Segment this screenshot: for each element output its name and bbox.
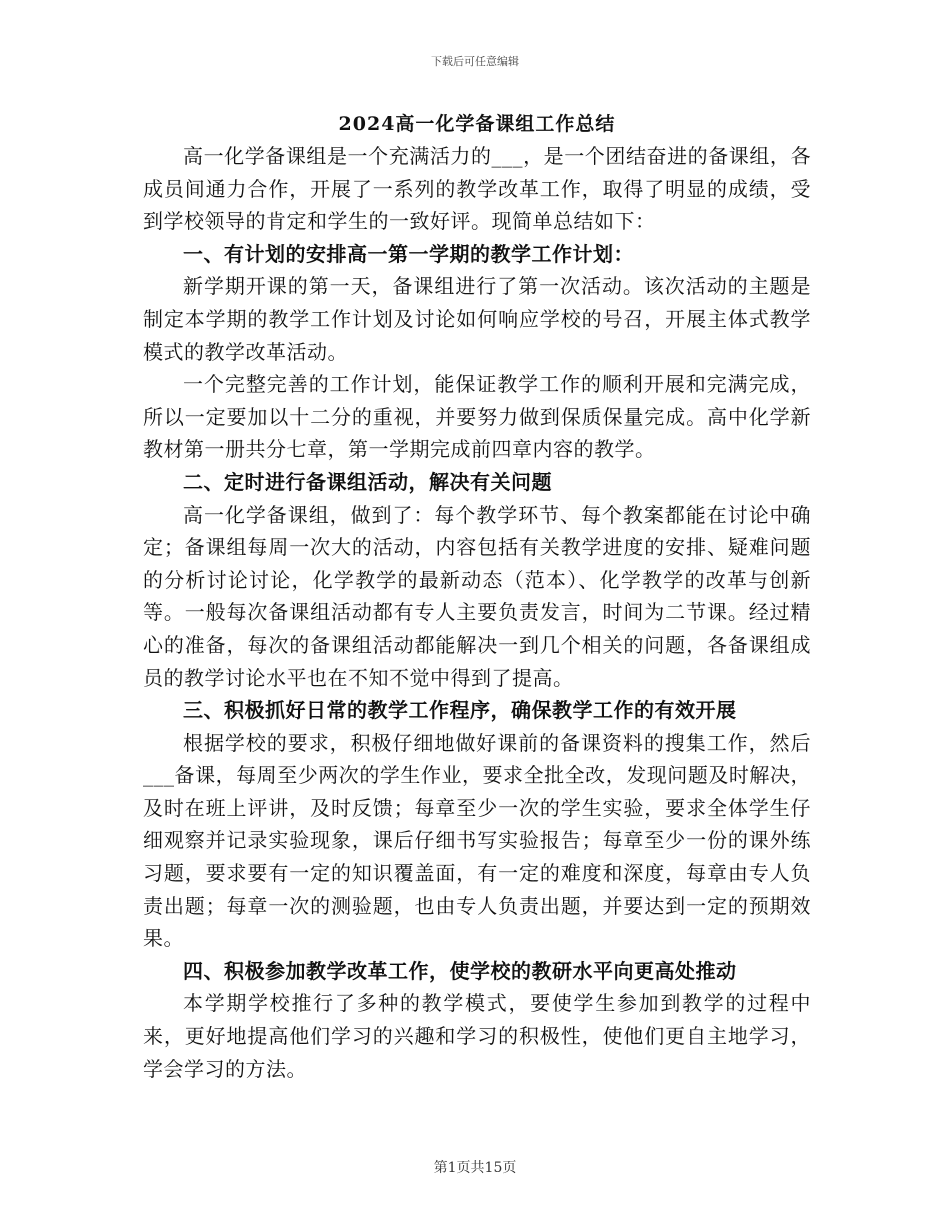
section-heading-1: 一、有计划的安排高一第一学期的教学工作计划： bbox=[183, 241, 634, 266]
intro-paragraph: 高一化学备课组是一个充满活力的___，是一个团结奋进的备课组，各成员间通力合作，开展了一系列的教学改革工作，取得了明显的成绩，受到学校领导的肯定和学生的一致好评。现简单总结如下： bbox=[143, 144, 811, 234]
page-number-footer: 第1页共15页 bbox=[433, 1160, 517, 1176]
section-heading-4: 四、积极参加教学改革工作，使学校的教研水平向更高处推动 bbox=[183, 958, 737, 983]
section-1-paragraph-2: 一个完整完善的工作计划，能保证教学工作的顺利开展和完满完成，所以一定要加以十二分的重视，并要努力做到保质保量完成。高中化学新教材第一册共分七章，第一学期完成前四章内容的教学。 bbox=[143, 372, 811, 462]
section-3-paragraph-1: 根据学校的要求，积极仔细地做好课前的备课资料的搜集工作，然后___备课，每周至少两次的学生作业，要求全批全改，发现问题及时解决，及时在班上评讲，及时反馈；每章至少一次的学生实验，要求全体学生仔细观察并记录实验现象，课后仔细书写实验报告；每章至少一份的课外练习题，要求要有一定的知识覆盖面，有一定的难度和深度，每章由专人负责出题；每章一次的测验题，也由专人负责出题，并要达到一定的预期效果。 bbox=[143, 730, 811, 951]
page-header-note: 下载后可任意编辑 bbox=[431, 55, 519, 68]
section-1-paragraph-1: 新学期开课的第一天，备课组进行了第一次活动。该次活动的主题是制定本学期的教学工作计划及讨论如何响应学校的号召，开展主体式教学模式的教学改革活动。 bbox=[143, 274, 811, 364]
section-heading-2: 二、定时进行备课组活动，解决有关问题 bbox=[183, 469, 552, 494]
document-body bbox=[143, 108, 811, 1085]
document-title: 2024高一化学备课组工作总结 bbox=[338, 113, 616, 135]
section-2-paragraph-1: 高一化学备课组，做到了：每个教学环节、每个教案都能在讨论中确定；备课组每周一次大的活动，内容包括有关教学进度的安排、疑难问题的分析讨论讨论，化学教学的最新动态（范本）、化学教学的改革与创新等。一般每次备课组活动都有专人主要负责发言，时间为二节课。经过精心的准备，每次的备课组活动都能解决一到几个相关的问题，各备课组成员的教学讨论水平也在不知不觉中得到了提高。 bbox=[143, 502, 811, 690]
section-heading-3: 三、积极抓好日常的教学工作程序，确保教学工作的有效开展 bbox=[183, 698, 737, 723]
section-4-paragraph-1: 本学期学校推行了多种的教学模式，要使学生参加到教学的过程中来，更好地提高他们学习的兴趣和学习的积极性，使他们更自主地学习，学会学习的方法。 bbox=[143, 991, 811, 1081]
